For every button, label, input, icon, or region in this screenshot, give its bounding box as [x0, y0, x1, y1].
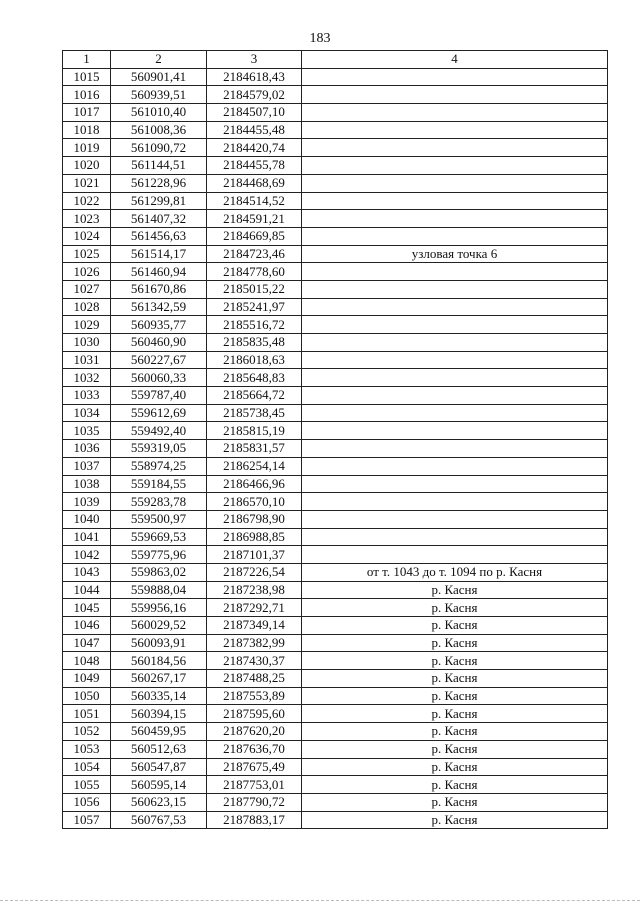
cell-x-coordinate: 560060,33 [111, 369, 207, 387]
cell-point-number: 1050 [63, 687, 111, 705]
cell-x-coordinate: 561144,51 [111, 157, 207, 175]
cell-note [302, 457, 608, 475]
cell-note: р. Касня [302, 776, 608, 794]
table-row [63, 457, 608, 475]
table-row [63, 298, 608, 316]
table-row [63, 510, 608, 528]
cell-x-coordinate: 560093,91 [111, 634, 207, 652]
cell-y-coordinate: 2186466,96 [207, 475, 302, 493]
cell-y-coordinate: 2187101,37 [207, 546, 302, 564]
table-row [63, 316, 608, 334]
cell-note: р. Касня [302, 652, 608, 670]
column-header-note: 4 [302, 51, 608, 69]
cell-note [302, 528, 608, 546]
table-row [63, 811, 608, 829]
cell-point-number: 1029 [63, 316, 111, 334]
cell-y-coordinate: 2185241,97 [207, 298, 302, 316]
cell-y-coordinate: 2186798,90 [207, 510, 302, 528]
cell-y-coordinate: 2187636,70 [207, 740, 302, 758]
cell-point-number: 1042 [63, 546, 111, 564]
cell-x-coordinate: 559863,02 [111, 563, 207, 581]
cell-point-number: 1032 [63, 369, 111, 387]
table-row [63, 776, 608, 794]
table-row [63, 652, 608, 670]
cell-note: от т. 1043 до т. 1094 по р. Касня [302, 563, 608, 581]
cell-note [302, 157, 608, 175]
cell-x-coordinate: 560184,56 [111, 652, 207, 670]
cell-point-number: 1019 [63, 139, 111, 157]
table-row [63, 563, 608, 581]
cell-y-coordinate: 2184669,85 [207, 227, 302, 245]
cell-x-coordinate: 559612,69 [111, 404, 207, 422]
cell-x-coordinate: 560547,87 [111, 758, 207, 776]
cell-point-number: 1033 [63, 387, 111, 405]
table-row [63, 475, 608, 493]
cell-note [302, 404, 608, 422]
cell-point-number: 1037 [63, 457, 111, 475]
cell-x-coordinate: 560935,77 [111, 316, 207, 334]
cell-point-number: 1031 [63, 351, 111, 369]
cell-y-coordinate: 2187883,17 [207, 811, 302, 829]
table-row [63, 687, 608, 705]
cell-x-coordinate: 560335,14 [111, 687, 207, 705]
cell-note: р. Касня [302, 758, 608, 776]
table-row [63, 404, 608, 422]
cell-y-coordinate: 2184591,21 [207, 210, 302, 228]
cell-note [302, 422, 608, 440]
cell-point-number: 1022 [63, 192, 111, 210]
cell-point-number: 1049 [63, 670, 111, 688]
table-header-row [63, 51, 608, 69]
cell-point-number: 1028 [63, 298, 111, 316]
cell-x-coordinate: 558974,25 [111, 457, 207, 475]
table-row [63, 121, 608, 139]
cell-note [302, 351, 608, 369]
cell-point-number: 1055 [63, 776, 111, 794]
cell-y-coordinate: 2184420,74 [207, 139, 302, 157]
cell-y-coordinate: 2185015,22 [207, 280, 302, 298]
cell-y-coordinate: 2187790,72 [207, 793, 302, 811]
cell-point-number: 1057 [63, 811, 111, 829]
cell-point-number: 1036 [63, 440, 111, 458]
table-row [63, 670, 608, 688]
cell-point-number: 1052 [63, 723, 111, 741]
cell-point-number: 1038 [63, 475, 111, 493]
cell-note: р. Касня [302, 705, 608, 723]
cell-point-number: 1024 [63, 227, 111, 245]
cell-y-coordinate: 2187238,98 [207, 581, 302, 599]
cell-note: р. Касня [302, 723, 608, 741]
cell-note [302, 334, 608, 352]
cell-x-coordinate: 560512,63 [111, 740, 207, 758]
cell-y-coordinate: 2186254,14 [207, 457, 302, 475]
cell-point-number: 1051 [63, 705, 111, 723]
cell-y-coordinate: 2184579,02 [207, 86, 302, 104]
cell-point-number: 1046 [63, 617, 111, 635]
cell-note [302, 493, 608, 511]
cell-x-coordinate: 560227,67 [111, 351, 207, 369]
cell-note [302, 440, 608, 458]
cell-note [302, 298, 608, 316]
cell-point-number: 1020 [63, 157, 111, 175]
cell-point-number: 1018 [63, 121, 111, 139]
cell-y-coordinate: 2186988,85 [207, 528, 302, 546]
cell-point-number: 1023 [63, 210, 111, 228]
table-row [63, 68, 608, 86]
cell-x-coordinate: 561460,94 [111, 263, 207, 281]
cell-note: узловая точка 6 [302, 245, 608, 263]
cell-point-number: 1034 [63, 404, 111, 422]
cell-note: р. Касня [302, 617, 608, 635]
cell-y-coordinate: 2185815,19 [207, 422, 302, 440]
cell-y-coordinate: 2187753,01 [207, 776, 302, 794]
cell-x-coordinate: 561456,63 [111, 227, 207, 245]
cell-note [302, 369, 608, 387]
cell-note [302, 210, 608, 228]
cell-x-coordinate: 560623,15 [111, 793, 207, 811]
cell-y-coordinate: 2185664,72 [207, 387, 302, 405]
cell-note [302, 263, 608, 281]
cell-y-coordinate: 2187620,20 [207, 723, 302, 741]
cell-note: р. Касня [302, 670, 608, 688]
cell-x-coordinate: 559500,97 [111, 510, 207, 528]
cell-x-coordinate: 561299,81 [111, 192, 207, 210]
cell-point-number: 1016 [63, 86, 111, 104]
cell-x-coordinate: 560939,51 [111, 86, 207, 104]
cell-x-coordinate: 561008,36 [111, 121, 207, 139]
table-row [63, 227, 608, 245]
cell-y-coordinate: 2184468,69 [207, 174, 302, 192]
cell-x-coordinate: 559319,05 [111, 440, 207, 458]
page-number: 183 [309, 31, 331, 46]
table-row [63, 280, 608, 298]
cell-x-coordinate: 559956,16 [111, 599, 207, 617]
cell-point-number: 1048 [63, 652, 111, 670]
cell-x-coordinate: 560459,95 [111, 723, 207, 741]
cell-x-coordinate: 559787,40 [111, 387, 207, 405]
cell-note [302, 387, 608, 405]
cell-note [302, 192, 608, 210]
cell-note [302, 510, 608, 528]
cell-x-coordinate: 561090,72 [111, 139, 207, 157]
cell-y-coordinate: 2184723,46 [207, 245, 302, 263]
cell-point-number: 1027 [63, 280, 111, 298]
cell-point-number: 1039 [63, 493, 111, 511]
cell-x-coordinate: 560901,41 [111, 68, 207, 86]
cell-x-coordinate: 561670,86 [111, 280, 207, 298]
cell-y-coordinate: 2187292,71 [207, 599, 302, 617]
cell-y-coordinate: 2187382,99 [207, 634, 302, 652]
cell-note [302, 280, 608, 298]
cell-y-coordinate: 2187488,25 [207, 670, 302, 688]
table-row [63, 599, 608, 617]
coordinates-table [62, 50, 608, 829]
table-row [63, 86, 608, 104]
table-row [63, 104, 608, 122]
cell-point-number: 1015 [63, 68, 111, 86]
cell-point-number: 1045 [63, 599, 111, 617]
column-header-point: 1 [63, 51, 111, 69]
cell-note [302, 546, 608, 564]
table-row [63, 440, 608, 458]
cell-point-number: 1030 [63, 334, 111, 352]
cell-point-number: 1054 [63, 758, 111, 776]
cell-x-coordinate: 561514,17 [111, 245, 207, 263]
cell-point-number: 1041 [63, 528, 111, 546]
cell-y-coordinate: 2187595,60 [207, 705, 302, 723]
cell-note [302, 139, 608, 157]
cell-x-coordinate: 559669,53 [111, 528, 207, 546]
table-row [63, 157, 608, 175]
cell-y-coordinate: 2184455,78 [207, 157, 302, 175]
cell-note: р. Касня [302, 793, 608, 811]
cell-note: р. Касня [302, 581, 608, 599]
cell-x-coordinate: 559888,04 [111, 581, 207, 599]
table-row [63, 422, 608, 440]
table-row [63, 369, 608, 387]
cell-point-number: 1053 [63, 740, 111, 758]
cell-x-coordinate: 561407,32 [111, 210, 207, 228]
table-row [63, 210, 608, 228]
table-row [63, 723, 608, 741]
cell-y-coordinate: 2184507,10 [207, 104, 302, 122]
cell-point-number: 1043 [63, 563, 111, 581]
cell-point-number: 1044 [63, 581, 111, 599]
cell-x-coordinate: 560595,14 [111, 776, 207, 794]
table-row [63, 245, 608, 263]
table-row [63, 705, 608, 723]
cell-y-coordinate: 2187675,49 [207, 758, 302, 776]
cell-note [302, 68, 608, 86]
cell-y-coordinate: 2184455,48 [207, 121, 302, 139]
cell-y-coordinate: 2184618,43 [207, 68, 302, 86]
cell-x-coordinate: 559283,78 [111, 493, 207, 511]
table-row [63, 351, 608, 369]
cell-x-coordinate: 560029,52 [111, 617, 207, 635]
table-row [63, 581, 608, 599]
cell-y-coordinate: 2185831,57 [207, 440, 302, 458]
table-row [63, 139, 608, 157]
cell-note: р. Касня [302, 599, 608, 617]
cell-y-coordinate: 2185835,48 [207, 334, 302, 352]
cell-note [302, 121, 608, 139]
cell-note [302, 86, 608, 104]
cell-point-number: 1017 [63, 104, 111, 122]
table-row [63, 740, 608, 758]
cell-note [302, 316, 608, 334]
cell-x-coordinate: 559775,96 [111, 546, 207, 564]
table-row [63, 634, 608, 652]
cell-point-number: 1047 [63, 634, 111, 652]
table-row [63, 192, 608, 210]
table-row [63, 793, 608, 811]
cell-y-coordinate: 2187349,14 [207, 617, 302, 635]
cell-note: р. Касня [302, 811, 608, 829]
cell-y-coordinate: 2186570,10 [207, 493, 302, 511]
cell-x-coordinate: 561342,59 [111, 298, 207, 316]
cell-x-coordinate: 560394,15 [111, 705, 207, 723]
cell-y-coordinate: 2187430,37 [207, 652, 302, 670]
column-header-y: 3 [207, 51, 302, 69]
cell-x-coordinate: 560460,90 [111, 334, 207, 352]
cell-x-coordinate: 560267,17 [111, 670, 207, 688]
table-row [63, 617, 608, 635]
table-row [63, 174, 608, 192]
scan-edge-divider [0, 900, 640, 902]
cell-point-number: 1021 [63, 174, 111, 192]
table-row [63, 263, 608, 281]
cell-x-coordinate: 561228,96 [111, 174, 207, 192]
column-header-x: 2 [111, 51, 207, 69]
cell-x-coordinate: 561010,40 [111, 104, 207, 122]
cell-note [302, 227, 608, 245]
table-row [63, 758, 608, 776]
cell-note [302, 174, 608, 192]
table-row [63, 493, 608, 511]
cell-y-coordinate: 2185516,72 [207, 316, 302, 334]
cell-y-coordinate: 2184514,52 [207, 192, 302, 210]
cell-x-coordinate: 560767,53 [111, 811, 207, 829]
table-body [63, 68, 608, 829]
table-row [63, 387, 608, 405]
cell-y-coordinate: 2187553,89 [207, 687, 302, 705]
table-row [63, 334, 608, 352]
cell-x-coordinate: 559492,40 [111, 422, 207, 440]
table-row [63, 546, 608, 564]
cell-point-number: 1056 [63, 793, 111, 811]
cell-y-coordinate: 2184778,60 [207, 263, 302, 281]
cell-note: р. Касня [302, 634, 608, 652]
cell-y-coordinate: 2185648,83 [207, 369, 302, 387]
cell-point-number: 1025 [63, 245, 111, 263]
table-row [63, 528, 608, 546]
cell-y-coordinate: 2185738,45 [207, 404, 302, 422]
cell-note: р. Касня [302, 687, 608, 705]
cell-x-coordinate: 559184,55 [111, 475, 207, 493]
cell-point-number: 1040 [63, 510, 111, 528]
cell-y-coordinate: 2187226,54 [207, 563, 302, 581]
cell-y-coordinate: 2186018,63 [207, 351, 302, 369]
cell-note: р. Касня [302, 740, 608, 758]
cell-point-number: 1035 [63, 422, 111, 440]
cell-point-number: 1026 [63, 263, 111, 281]
cell-note [302, 475, 608, 493]
cell-note [302, 104, 608, 122]
